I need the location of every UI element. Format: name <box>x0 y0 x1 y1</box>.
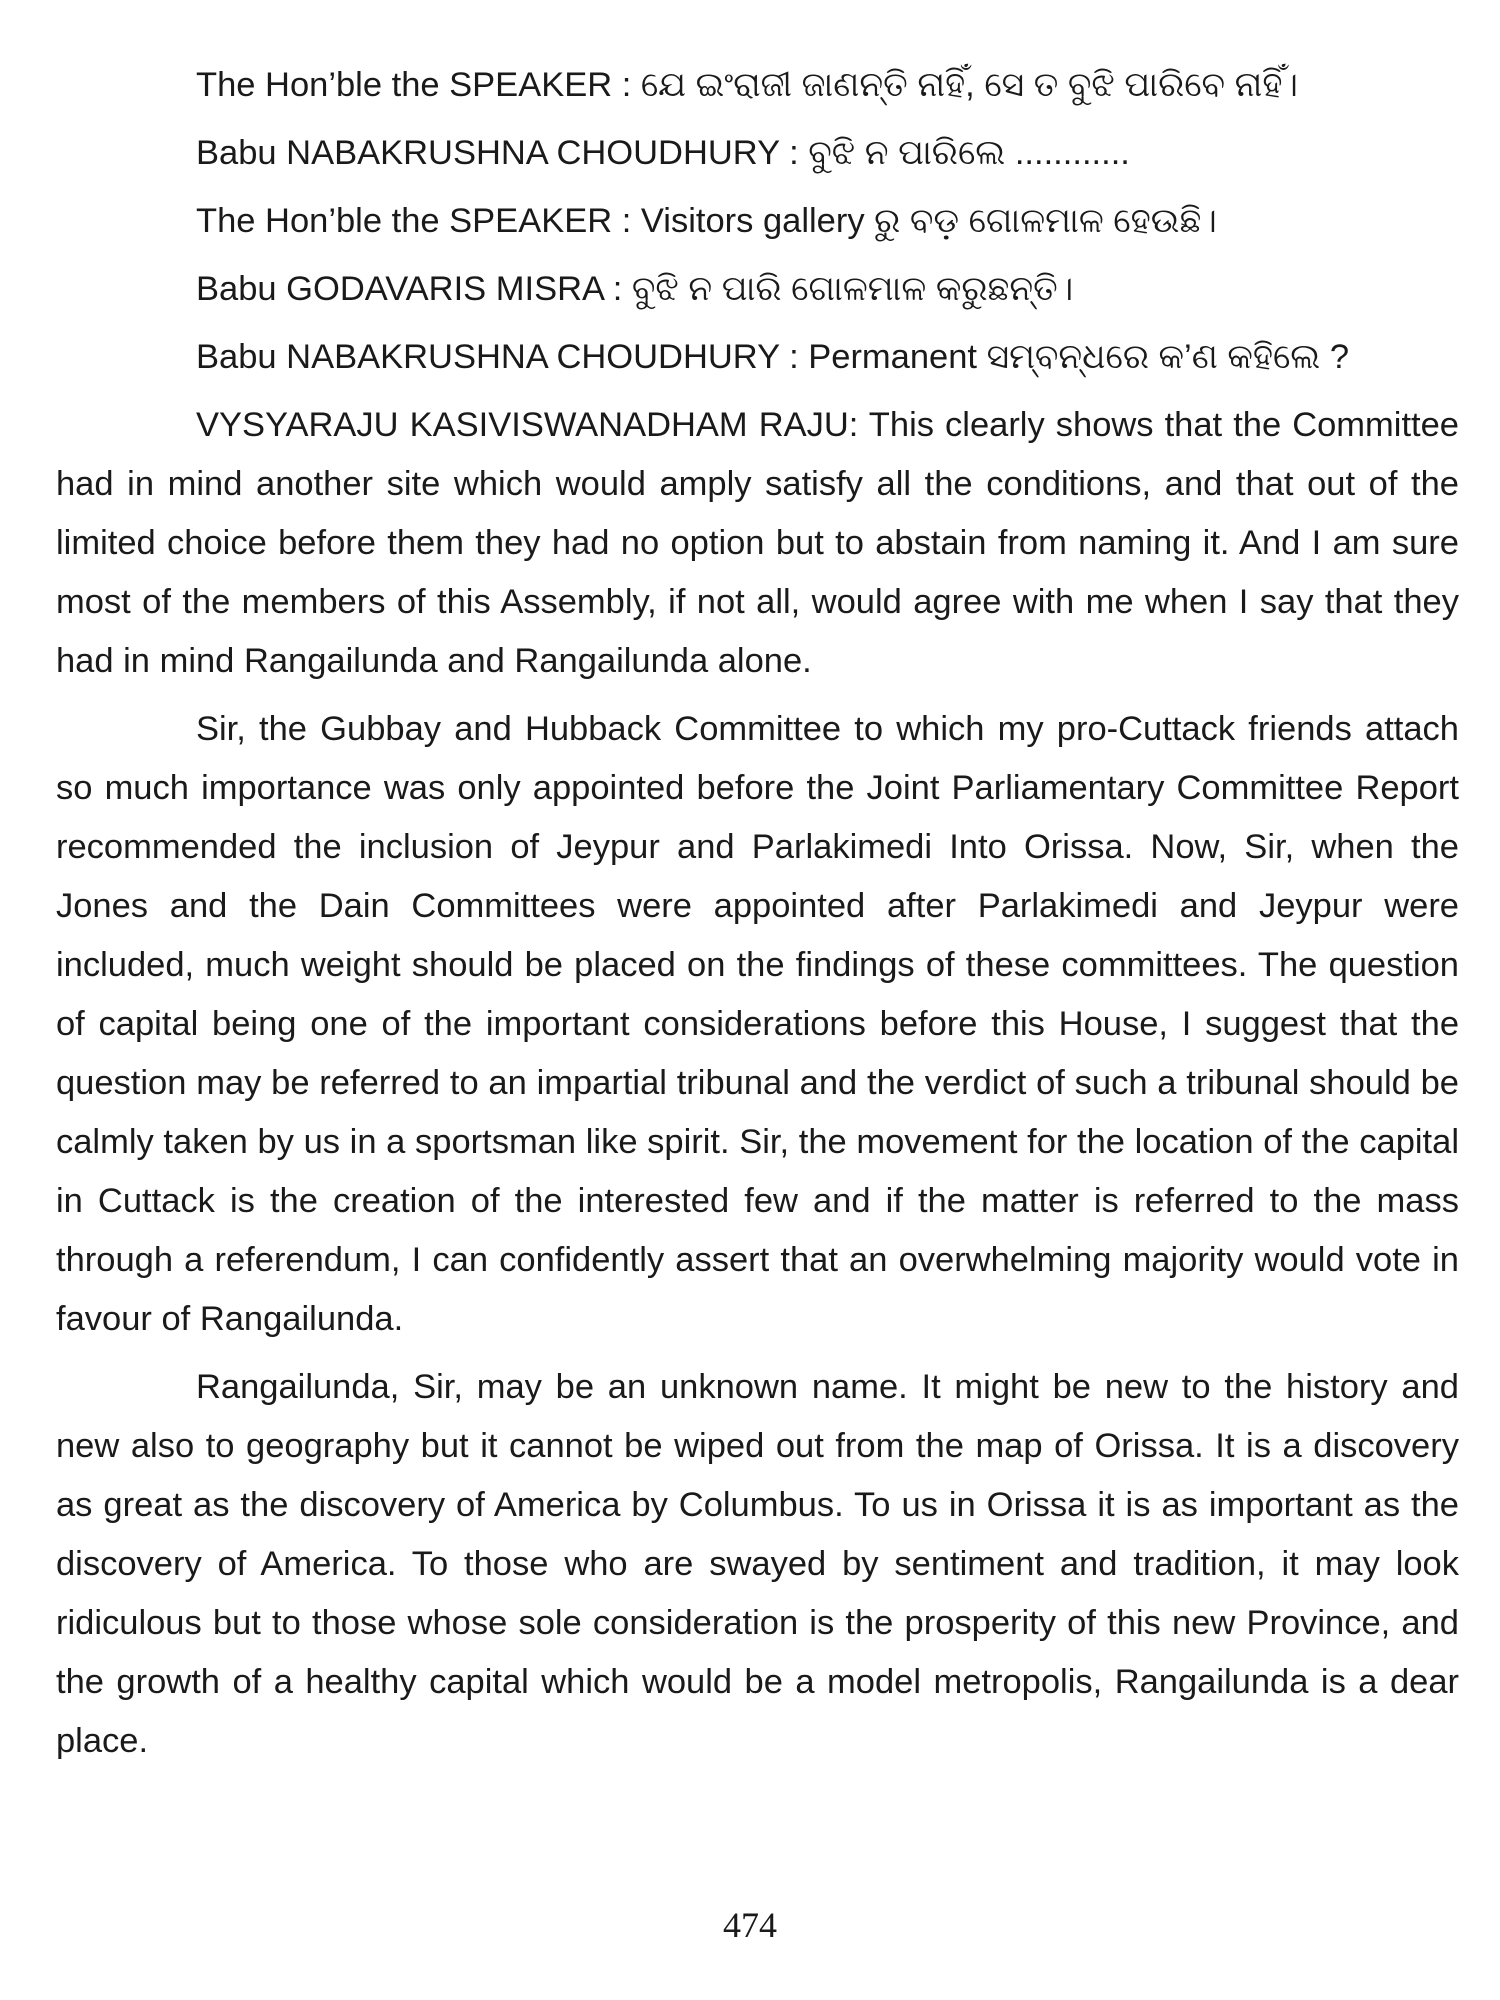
paragraph-raju-speech: VYSYARAJU KASIVISWANADHAM RAJU: This clearly shows that the Committee had in mind another site which would amply satisfy all the conditions, and that out of the limited choice before them they had no option but to abstain from naming it. And I am sure most of the members of this Assembly, if not all, would agree with me when I say that they had in mind Rangailunda and Rangailunda alone. <box>56 406 1459 680</box>
page-number: 474 <box>723 1905 777 1945</box>
dialogue-line-choudhury-2: Babu NABAKRUSHNA CHOUDHURY : Permanent ସମ୍ବନ୍ଧରେ କ’ଣ କହିଲେ ? <box>196 338 1350 376</box>
dialogue-line-speaker-2: The Hon’ble the SPEAKER : Visitors gallery ରୁ ବଡ଼ ଗୋଳମାଳ ହେଉଛି। <box>196 202 1217 240</box>
paragraph-rangailunda: Rangailunda, Sir, may be an unknown name. It might be new to the history and new also to geography but it cannot be wiped out from the map of Orissa. It is a discovery as great as the discovery of America by Columbus. To us in Orissa it is as important as the discovery of America. To those who are swayed by sentiment and tradition, it may look ridiculous but to those whose sole consideration is the prosperity of this new Province, and the growth of a healthy capital which would be a model metropolis, Rangailunda is a dear place. <box>56 1368 1459 1760</box>
paragraph-committees: Sir, the Gubbay and Hubback Committee to which my pro-Cuttack friends attach so much importance was only appointed before the Joint Parliamentary Committee Report recommended the inclusion of Jeypur and Parlakimedi Into Orissa. Now, Sir, when the Jones and the Dain Committees were appointed after Parlakimedi and Jeypur were included, much weight should be placed on the findings of these committees. The question of capital being one of the important considerations before this House, I suggest that the question may be referred to an impartial tribunal and the verdict of such a tribunal should be calmly taken by us in a sportsman like spirit. Sir, the movement for the location of the capital in Cuttack is the creation of the interested few and if the matter is referred to the mass through a referendum, I can confidently assert that an overwhelming majority would vote in favour of Rangailunda. <box>56 710 1459 1338</box>
dialogue-line-misra: Babu GODAVARIS MISRA : ବୁଝି ନ ପାରି ଗୋଳମାଳ କରୁଛନ୍ତି। <box>196 270 1074 308</box>
dialogue-line-speaker-1: The Hon’ble the SPEAKER : ଯେ ଇଂରାଜୀ ଜାଣନ୍ତି ନାହିଁ, ସେ ତ ବୁଝି ପାରିବେ ନାହିଁ। <box>196 66 1299 104</box>
dialogue-line-choudhury-1: Babu NABAKRUSHNA CHOUDHURY : ବୁଝି ନ ପାରିଲେ ............ <box>196 134 1130 172</box>
dialogue-block <box>56 56 1459 387</box>
